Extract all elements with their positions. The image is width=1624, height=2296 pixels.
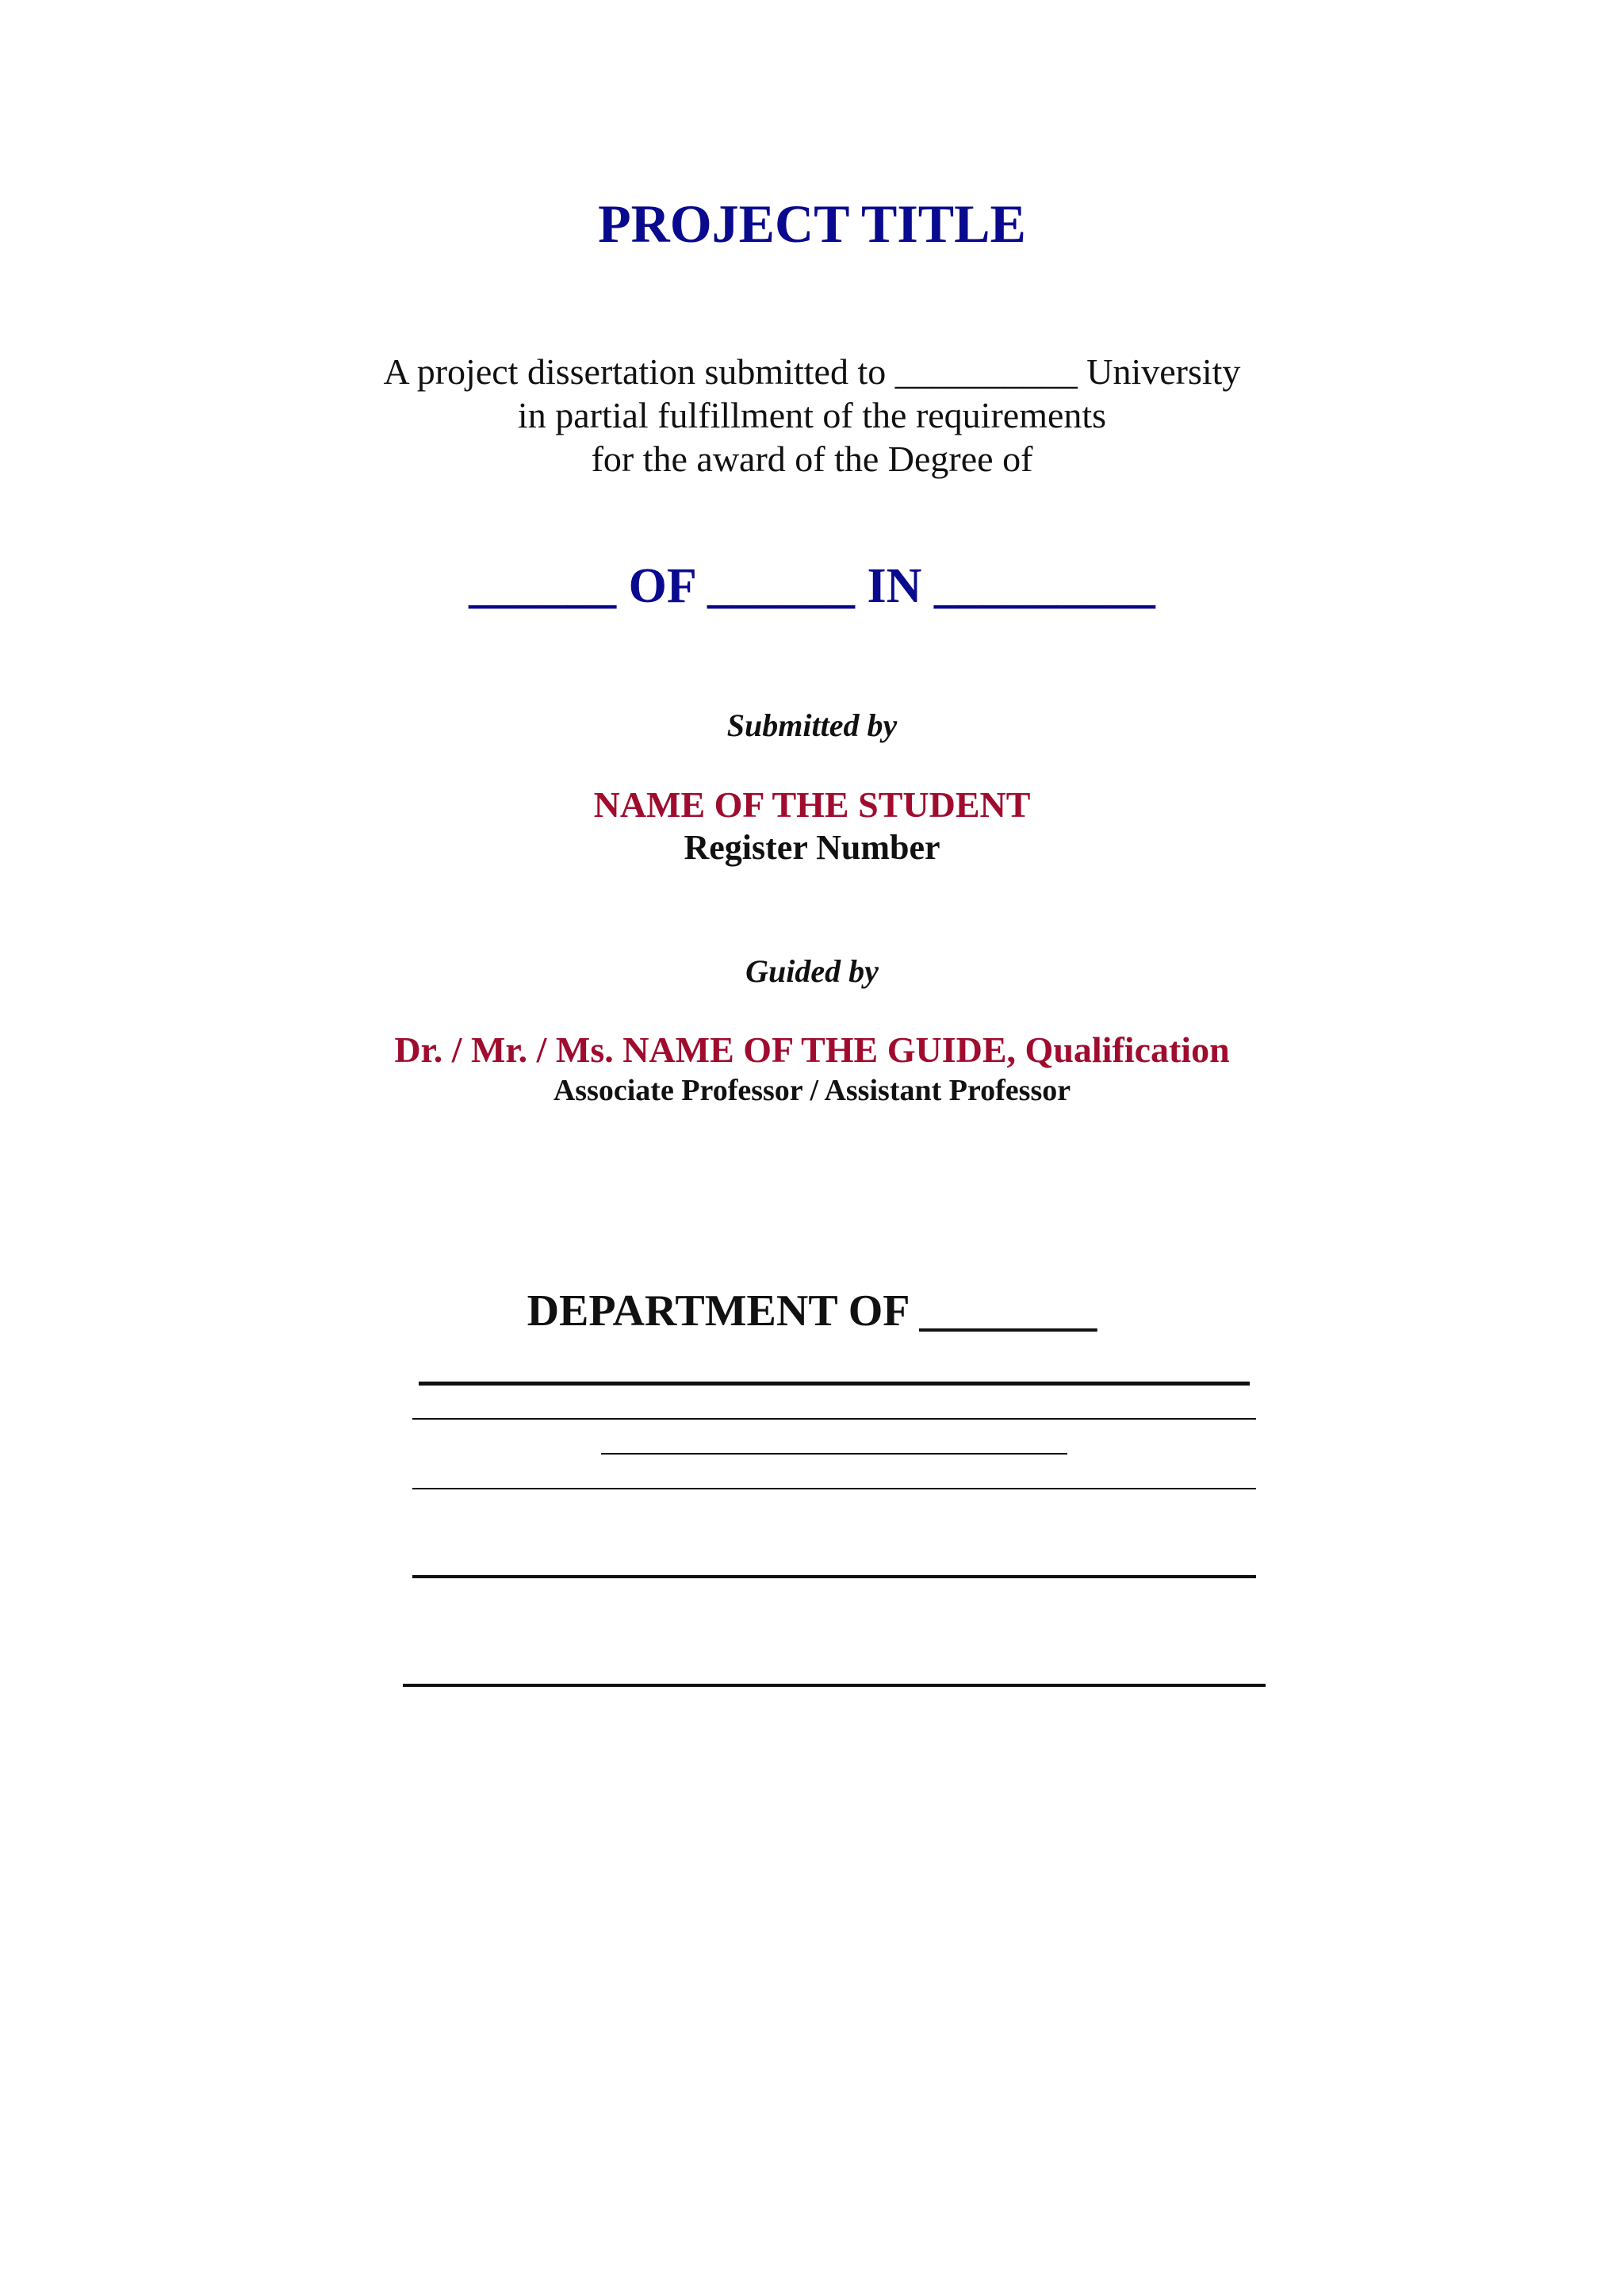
guide-designation: Associate Professor / Assistant Professor — [553, 1074, 1071, 1107]
department-line: DEPARTMENT OF ________ — [527, 1286, 1097, 1336]
blank-rule-4 — [412, 1488, 1256, 1489]
project-title: PROJECT TITLE — [598, 194, 1026, 254]
blank-rule-2 — [412, 1418, 1256, 1420]
blank-rule-6 — [403, 1684, 1266, 1687]
submission-line-3: for the award of the Degree of — [591, 439, 1033, 479]
degree-line: ______ OF ______ IN _________ — [469, 559, 1155, 613]
blank-rule-1 — [419, 1382, 1250, 1386]
blank-rule-3 — [601, 1453, 1067, 1455]
submission-line-2: in partial fulfillment of the requirements — [517, 395, 1107, 435]
blank-rule-5 — [412, 1575, 1256, 1578]
submitted-by-label: Submitted by — [726, 707, 898, 743]
register-number: Register Number — [684, 828, 940, 867]
student-name: NAME OF THE STUDENT — [593, 784, 1031, 825]
guide-name: Dr. / Mr. / Ms. NAME OF THE GUIDE, Qualification — [394, 1029, 1230, 1070]
guided-by-label: Guided by — [745, 953, 879, 989]
submission-line-1: A project dissertation submitted to __________ University — [383, 351, 1241, 392]
